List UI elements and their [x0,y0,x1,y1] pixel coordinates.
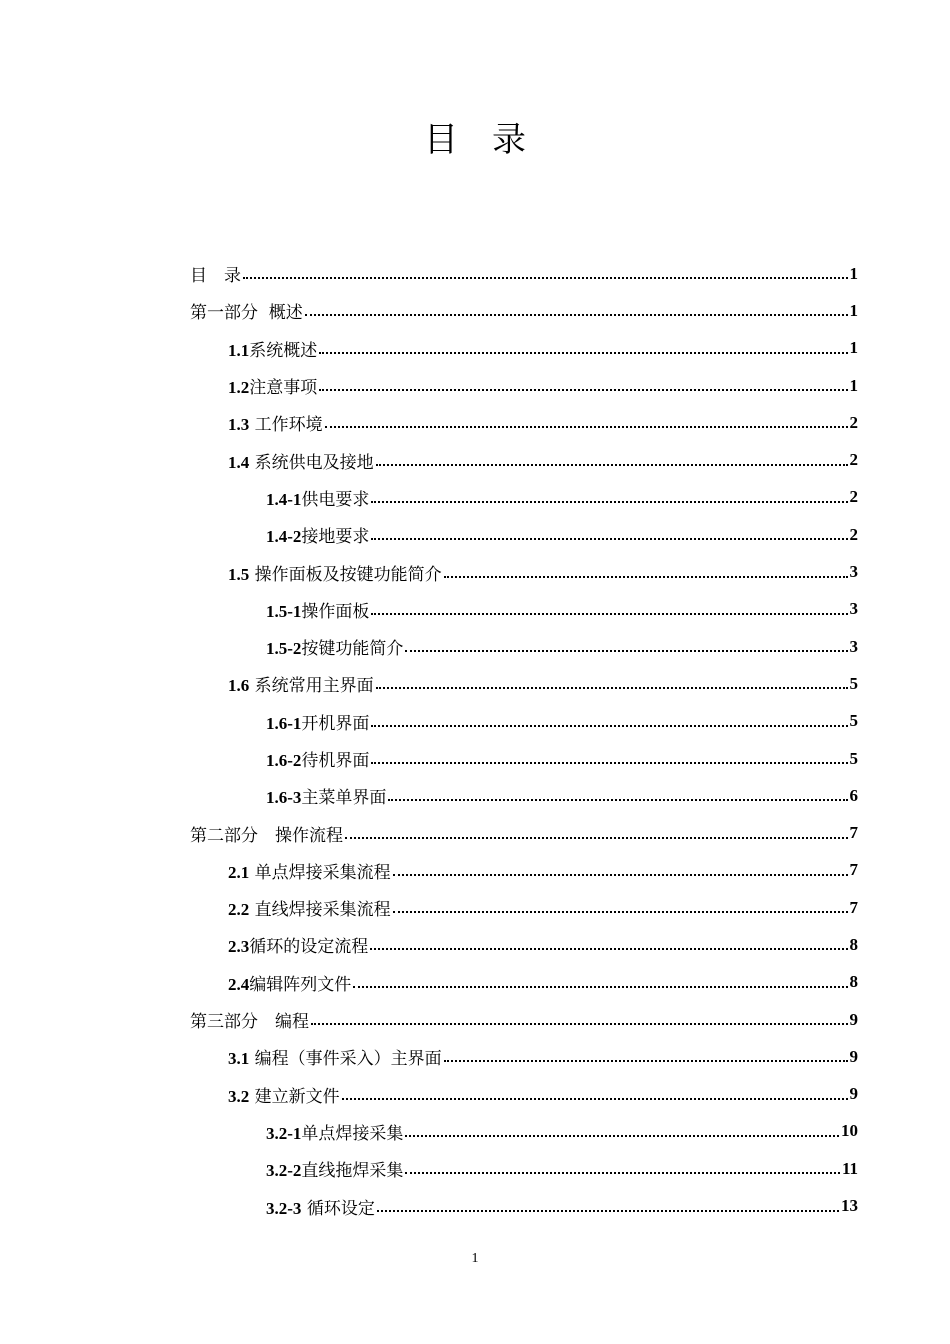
toc-entry-label [228,932,368,957]
toc-entry-text: 系统常用主界面 [249,676,374,697]
toc-entry-label [266,597,369,622]
dot-leader [371,601,847,618]
toc-entry-number: 2.4 [228,974,250,994]
dot-leader [353,974,847,991]
toc-entry-text: 循环的设定流程 [249,937,369,958]
toc-entry-label [266,522,369,547]
toc-entry-page: 6 [849,785,858,805]
toc-entry-text: 编程（事件采入）主界面 [249,1049,442,1070]
toc-entry-page: 7 [849,823,858,843]
toc-entry-page: 1 [849,338,858,358]
toc-entry-text: 单点焊接采集 [301,1123,404,1144]
toc-entry-label [228,1082,340,1107]
toc-entry-text: 待机界面 [301,751,370,771]
toc-entry[interactable] [190,479,858,516]
toc-entry-page: 7 [849,897,858,917]
dot-leader [377,1198,839,1215]
toc-entry-number: 1.4-1 [266,489,302,509]
toc-entry-number: 3.1 [228,1049,250,1069]
toc-entry-label [266,1119,403,1144]
dot-leader [444,564,848,581]
toc-entry-page: 7 [849,860,858,880]
dot-leader [319,340,847,357]
toc-entry-label [266,1194,375,1219]
toc-entry-number: 1.5-1 [266,601,302,621]
dot-leader [376,675,848,692]
toc-entry-label [190,821,343,846]
dot-leader [444,1048,848,1065]
toc-entry-page: 8 [849,972,858,992]
toc-entry-text: 直线焊接采集流程 [249,900,391,921]
toc-entry-label [266,709,369,734]
toc-entry[interactable] [190,1150,858,1187]
toc-entry-page: 9 [849,1084,858,1104]
page-number-footer: 1 [471,1251,479,1266]
toc-entry-number: 1.4 [228,452,250,472]
toc-entry-text: 目 录 [190,266,241,287]
toc-entry-text: 第二部分 操作流程 [190,825,343,846]
toc-entry-page: 5 [849,748,858,768]
toc-entry-text: 工作环境 [249,415,323,436]
toc-entry-label [190,1007,309,1032]
toc-entry-text: 单点焊接采集流程 [249,862,391,883]
toc-entry-text: 按键功能简介 [301,639,404,660]
toc-entry-number: 1.6-1 [266,713,302,733]
toc-entry-page: 13 [841,1196,858,1216]
toc-entry[interactable] [190,814,858,851]
toc-entry-number: 1.5-2 [266,639,302,659]
toc-entry[interactable] [190,255,858,292]
dot-leader [345,825,848,842]
toc-entry-label [228,895,391,920]
toc-entry-label [266,746,369,771]
toc-entry-page: 3 [849,562,858,582]
toc-entry[interactable] [190,1038,858,1075]
toc-entry[interactable] [190,628,858,665]
toc-entry-label [228,970,351,995]
dot-leader [371,750,847,767]
toc-entry-label [266,1156,403,1181]
toc-entry-text: 操作面板及按键功能简介 [249,564,442,585]
toc-entry-number: 1.4-2 [266,527,302,547]
toc-entry-text: 第一部分 概述 [190,303,303,324]
toc-entry-label [228,560,442,585]
toc-entry[interactable] [190,1113,858,1150]
toc-entry-text: 循环设定 [301,1198,375,1219]
toc-entry-number: 1.6 [228,676,250,696]
toc-entry-number: 1.5 [228,564,250,584]
toc-entry[interactable] [190,330,858,367]
toc-entry-label [190,298,303,323]
toc-entry-page: 10 [841,1121,858,1141]
toc-entry-page: 9 [849,1009,858,1029]
toc-entry[interactable] [190,292,858,329]
toc-entry-number: 3.2-2 [266,1161,302,1181]
toc-entry-page: 3 [849,636,858,656]
toc-entry-page: 5 [849,673,858,693]
toc-entry-text: 建立新文件 [249,1086,340,1107]
toc-entry[interactable] [190,516,858,553]
toc-entry-page: 1 [849,263,858,283]
dot-leader [405,1160,840,1177]
toc-entry[interactable] [190,964,858,1001]
toc-entry-text: 注意事项 [249,378,318,399]
toc-entry-page: 2 [849,524,858,544]
toc-entry-number: 3.2-3 [266,1198,302,1218]
toc-entry-number: 1.1 [228,340,250,360]
toc-entry-page: 8 [849,934,858,954]
toc-entry-text: 接地要求 [301,527,370,548]
dot-leader [393,862,848,879]
dot-leader [243,265,848,282]
dot-leader [370,936,847,953]
toc-entry-label [228,671,374,696]
toc-entry[interactable] [190,703,858,740]
table-of-contents [190,255,858,1225]
toc-entry[interactable] [190,852,858,889]
dot-leader [311,1011,848,1028]
toc-entry[interactable] [190,1001,858,1038]
toc-entry[interactable] [190,591,858,628]
toc-entry-number: 3.2-1 [266,1123,302,1143]
toc-entry-text: 系统供电及接地 [249,452,374,473]
toc-entry-number: 2.3 [228,937,250,957]
dot-leader [319,377,847,394]
toc-entry[interactable] [190,777,858,814]
dot-leader [393,899,848,916]
toc-entry-label [228,410,323,435]
dot-leader [376,452,848,469]
page-title: 目 录 [424,120,526,160]
toc-entry-label [228,448,374,473]
toc-entry-text: 供电要求 [301,489,370,510]
toc-entry-label [228,336,317,361]
dot-leader [371,489,847,506]
toc-entry-number: 2.1 [228,862,250,882]
toc-entry-text: 第三部分 编程 [190,1012,309,1033]
dot-leader [342,1086,848,1103]
toc-entry[interactable] [190,665,858,702]
toc-entry-text: 开机界面 [301,713,370,734]
toc-entry-number: 1.6-3 [266,788,302,808]
toc-entry[interactable] [190,926,858,963]
toc-entry[interactable] [190,553,858,590]
toc-entry-text: 直线拖焊采集 [301,1161,404,1182]
toc-entry-page: 1 [849,375,858,395]
toc-entry-number: 3.2 [228,1086,250,1106]
toc-entry[interactable] [190,404,858,441]
toc-entry-label [228,858,391,883]
toc-entry-text: 编辑阵列文件 [249,974,352,995]
toc-entry-page: 5 [849,711,858,731]
toc-entry-page: 3 [849,599,858,619]
toc-entry-number: 1.6-2 [266,751,302,770]
toc-entry-text: 系统概述 [249,340,318,361]
toc-entry-text: 主菜单界面 [301,788,387,809]
toc-entry-label [266,783,386,808]
toc-entry-label [266,485,369,510]
toc-entry[interactable] [190,441,858,478]
dot-leader [305,302,848,319]
toc-entry-number: 2.2 [228,900,250,920]
toc-entry-label [266,634,403,659]
toc-entry-label [228,1044,442,1069]
toc-entry[interactable] [190,889,858,926]
dot-leader [371,526,847,543]
dot-leader [405,1123,839,1140]
toc-entry[interactable] [190,367,858,404]
dot-leader [388,787,847,804]
toc-entry-page: 11 [841,1158,858,1178]
toc-entry-page: 9 [849,1046,858,1066]
toc-entry-label [228,373,317,398]
toc-entry[interactable] [190,1187,858,1224]
toc-entry-page: 1 [849,300,858,320]
dot-leader [405,638,847,655]
dot-leader [325,414,848,431]
toc-entry-page: 2 [849,450,858,470]
toc-entry-page: 2 [849,487,858,507]
toc-entry-number: 1.3 [228,415,250,435]
dot-leader [371,713,847,730]
toc-entry-number: 1.2 [228,378,250,398]
toc-entry-text: 操作面板 [301,601,370,622]
toc-entry[interactable] [190,1076,858,1113]
toc-entry-label [190,261,241,286]
toc-entry[interactable] [190,740,858,777]
toc-entry-page: 2 [849,412,858,432]
